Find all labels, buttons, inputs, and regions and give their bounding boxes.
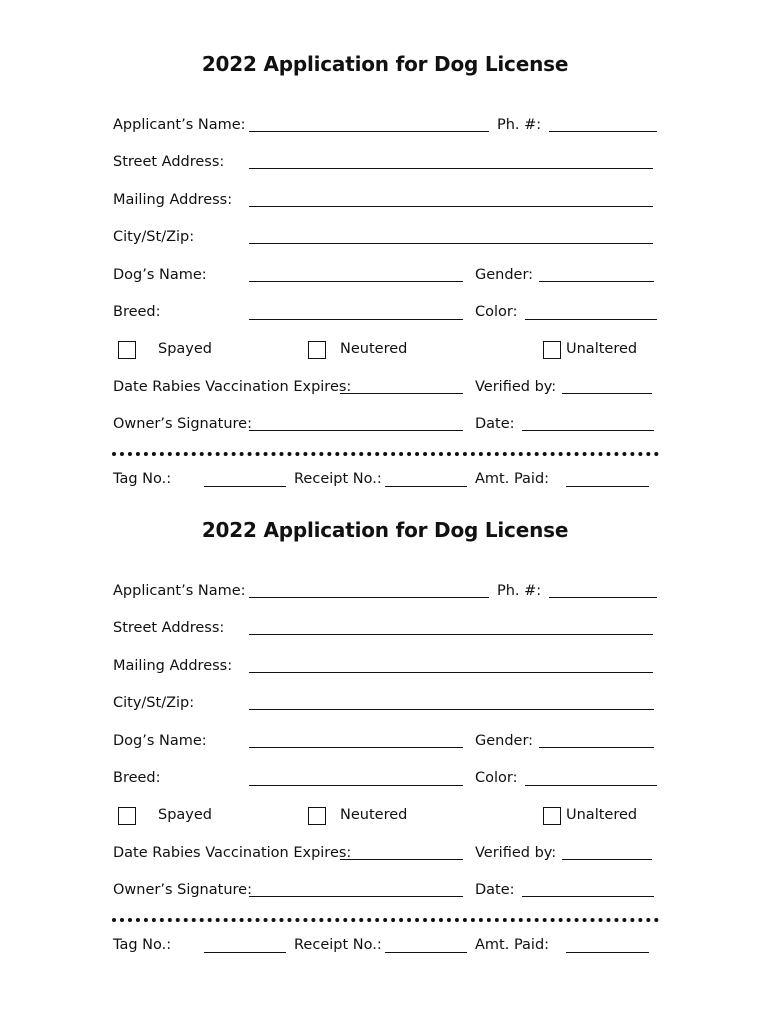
breed-field[interactable] (249, 319, 463, 320)
neutered-checkbox[interactable] (308, 807, 326, 825)
street-address-label: Street Address: (113, 154, 225, 170)
city-st-zip-field[interactable] (249, 243, 653, 244)
color-field[interactable] (525, 319, 657, 320)
unaltered-checkbox[interactable] (543, 807, 561, 825)
spayed-label: Spayed (158, 341, 212, 357)
mailing-address-field[interactable] (249, 672, 653, 673)
mailing-address-field[interactable] (249, 206, 653, 207)
spayed-checkbox[interactable] (118, 807, 136, 825)
date-label: Date: (475, 882, 515, 898)
dog-name-field[interactable] (249, 747, 463, 748)
amt-paid-label: Amt. Paid: (475, 471, 550, 487)
neutered-label: Neutered (340, 341, 408, 357)
owner-signature-label: Owner’s Signature: (113, 416, 252, 432)
street-address-field[interactable] (249, 168, 653, 169)
color-label: Color: (475, 304, 518, 320)
applicant-name-field[interactable] (249, 131, 489, 132)
phone-field[interactable] (549, 597, 657, 598)
rabies-expires-field[interactable] (340, 393, 463, 394)
gender-field[interactable] (539, 747, 654, 748)
date-field[interactable] (522, 896, 654, 897)
receipt-no-field[interactable] (385, 952, 467, 953)
office-use-divider (112, 918, 659, 922)
unaltered-checkbox[interactable] (543, 341, 561, 359)
office-use-divider (112, 452, 659, 456)
dog-name-label: Dog’s Name: (113, 733, 207, 749)
rabies-expires-field[interactable] (340, 859, 463, 860)
gender-field[interactable] (539, 281, 654, 282)
gender-label: Gender: (475, 267, 534, 283)
date-field[interactable] (522, 430, 654, 431)
verified-by-label: Verified by: (475, 845, 557, 861)
dog-name-field[interactable] (249, 281, 463, 282)
mailing-address-label: Mailing Address: (113, 658, 233, 674)
receipt-no-label: Receipt No.: (294, 937, 382, 953)
spayed-label: Spayed (158, 807, 212, 823)
unaltered-label: Unaltered (566, 341, 638, 357)
color-field[interactable] (525, 785, 657, 786)
verified-by-field[interactable] (562, 393, 652, 394)
applicant-name-label: Applicant’s Name: (113, 117, 246, 133)
city-st-zip-label: City/St/Zip: (113, 229, 195, 245)
phone-field[interactable] (549, 131, 657, 132)
owner-signature-label: Owner’s Signature: (113, 882, 252, 898)
unaltered-label: Unaltered (566, 807, 638, 823)
mailing-address-label: Mailing Address: (113, 192, 233, 208)
dog-license-form (0, 0, 770, 487)
gender-label: Gender: (475, 733, 534, 749)
rabies-expires-label: Date Rabies Vaccination Expires: (113, 845, 352, 861)
amt-paid-field[interactable] (566, 952, 649, 953)
street-address-label: Street Address: (113, 620, 225, 636)
owner-signature-field[interactable] (249, 896, 463, 897)
dog-license-form (0, 466, 770, 953)
dog-name-label: Dog’s Name: (113, 267, 207, 283)
tag-no-field[interactable] (204, 952, 286, 953)
verified-by-label: Verified by: (475, 379, 557, 395)
applicant-name-field[interactable] (249, 597, 489, 598)
neutered-label: Neutered (340, 807, 408, 823)
neutered-checkbox[interactable] (308, 341, 326, 359)
street-address-field[interactable] (249, 634, 653, 635)
applicant-name-label: Applicant’s Name: (113, 583, 246, 599)
owner-signature-field[interactable] (249, 430, 463, 431)
form-title: 2022 Application for Dog License (201, 52, 569, 76)
breed-label: Breed: (113, 304, 161, 320)
phone-label: Ph. #: (497, 117, 542, 133)
amt-paid-label: Amt. Paid: (475, 937, 550, 953)
receipt-no-label: Receipt No.: (294, 471, 382, 487)
spayed-checkbox[interactable] (118, 341, 136, 359)
breed-label: Breed: (113, 770, 161, 786)
tag-no-label: Tag No.: (113, 471, 172, 487)
phone-label: Ph. #: (497, 583, 542, 599)
tag-no-label: Tag No.: (113, 937, 172, 953)
verified-by-field[interactable] (562, 859, 652, 860)
city-st-zip-label: City/St/Zip: (113, 695, 195, 711)
form-title: 2022 Application for Dog License (201, 518, 569, 542)
city-st-zip-field[interactable] (249, 709, 654, 710)
color-label: Color: (475, 770, 518, 786)
rabies-expires-label: Date Rabies Vaccination Expires: (113, 379, 352, 395)
breed-field[interactable] (249, 785, 463, 786)
date-label: Date: (475, 416, 515, 432)
